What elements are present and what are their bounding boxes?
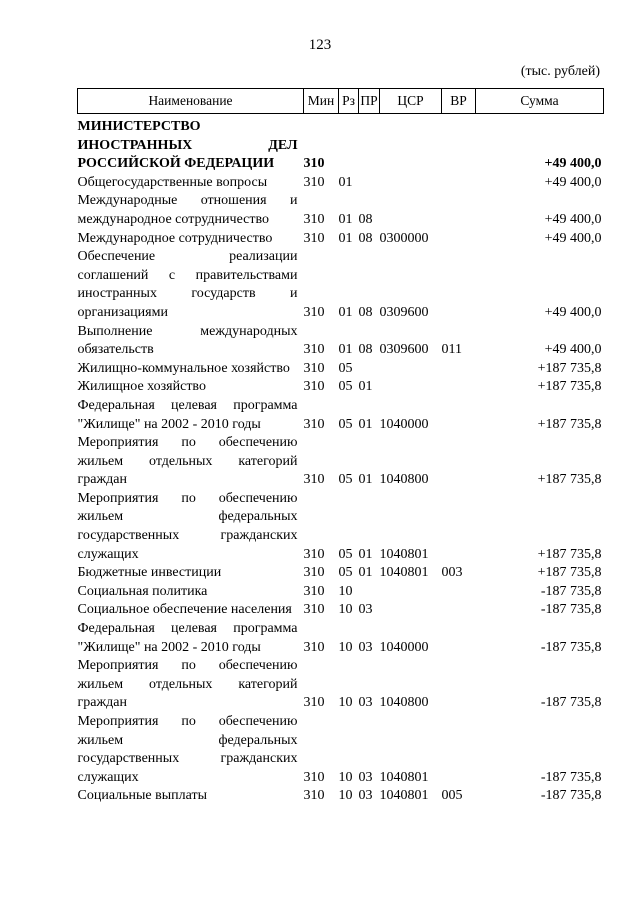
cell-vr bbox=[442, 601, 476, 620]
cell-name: Обеспечение реализации соглашений с правительствами иностранных государств и организациями bbox=[77, 249, 298, 320]
cell-sum: -187 735,8 bbox=[540, 602, 602, 618]
cell-csr: 0300000 bbox=[379, 230, 429, 246]
cell-rz: 05 bbox=[338, 472, 353, 488]
table-row bbox=[78, 564, 604, 583]
header-vr: ВР bbox=[442, 89, 476, 114]
cell-name: Жилищное хозяйство bbox=[77, 379, 206, 395]
cell-name: Мероприятия по обеспечению жильем федеральных государственных гражданских служащих bbox=[77, 490, 298, 562]
cell-csr: 1040000 bbox=[379, 416, 429, 432]
cell-pr: 08 bbox=[358, 211, 373, 227]
table-row bbox=[78, 490, 604, 564]
cell-vr bbox=[442, 397, 476, 434]
cell-name: Мероприятия по обеспечению жильем федеральных государственных гражданских служащих bbox=[77, 714, 298, 785]
cell-pr: 03 bbox=[358, 788, 373, 804]
header-min: Мин bbox=[304, 89, 339, 114]
cell-sum: +49 400,0 bbox=[544, 342, 602, 358]
cell-pr: 03 bbox=[358, 695, 373, 711]
cell-sum: +49 400,0 bbox=[544, 230, 602, 246]
cell-rz: 05 bbox=[338, 416, 353, 432]
cell-name: Социальные выплаты bbox=[77, 788, 208, 804]
table-header-row bbox=[78, 89, 604, 114]
header-name: Наименование bbox=[78, 89, 304, 114]
cell-sum: +49 400,0 bbox=[544, 174, 602, 190]
table-row bbox=[78, 323, 604, 360]
cell-vr bbox=[442, 713, 476, 787]
cell-min: 310 bbox=[303, 360, 325, 376]
cell-csr: 1040800 bbox=[379, 695, 429, 711]
cell-min: 310 bbox=[303, 379, 325, 395]
cell-pr: 01 bbox=[358, 379, 373, 395]
cell-min: 310 bbox=[303, 639, 325, 655]
cell-name: Мероприятия по обеспечению жильем отдельных категорий граждан bbox=[77, 435, 298, 488]
cell-pr: 03 bbox=[358, 602, 373, 618]
cell-csr bbox=[380, 360, 442, 379]
cell-csr bbox=[380, 192, 442, 229]
cell-pr bbox=[359, 360, 380, 379]
cell-rz: 10 bbox=[338, 583, 353, 599]
table-row bbox=[78, 787, 604, 806]
cell-min: 310 bbox=[303, 565, 325, 581]
table-row bbox=[78, 601, 604, 620]
cell-sum: -187 735,8 bbox=[540, 788, 602, 804]
cell-min: 310 bbox=[303, 583, 325, 599]
cell-vr bbox=[442, 360, 476, 379]
cell-vr bbox=[442, 490, 476, 564]
cell-sum: +187 735,8 bbox=[537, 360, 602, 376]
cell-min: 310 bbox=[303, 156, 325, 172]
cell-name: Международные отношения и международное сотрудничество bbox=[77, 193, 298, 227]
cell-sum: +187 735,8 bbox=[537, 546, 602, 562]
cell-vr bbox=[442, 620, 476, 657]
cell-name: Выполнение международных обязательств bbox=[77, 323, 298, 358]
table-row bbox=[78, 713, 604, 787]
cell-min: 310 bbox=[303, 342, 325, 358]
cell-pr: 01 bbox=[358, 472, 373, 488]
cell-pr: 03 bbox=[358, 639, 373, 655]
cell-vr bbox=[442, 174, 476, 193]
cell-rz: 10 bbox=[338, 769, 353, 785]
cell-rz: 10 bbox=[338, 695, 353, 711]
cell-sum: +187 735,8 bbox=[537, 472, 602, 488]
cell-pr: 01 bbox=[358, 416, 373, 432]
cell-csr bbox=[380, 114, 442, 174]
cell-pr: 01 bbox=[358, 546, 373, 562]
cell-name: Общегосударственные вопросы bbox=[77, 174, 268, 190]
cell-min: 310 bbox=[303, 416, 325, 432]
cell-sum: +187 735,8 bbox=[537, 565, 602, 581]
header-pr: ПР bbox=[359, 89, 380, 114]
cell-pr: 08 bbox=[358, 304, 373, 320]
cell-min: 310 bbox=[303, 304, 325, 320]
units-label: (тыс. рублей) bbox=[520, 64, 600, 79]
cell-csr: 1040801 bbox=[379, 769, 429, 785]
cell-vr bbox=[442, 583, 476, 602]
cell-csr: 1040801 bbox=[379, 565, 429, 581]
cell-pr: 08 bbox=[358, 342, 373, 358]
cell-csr: 1040801 bbox=[379, 546, 429, 562]
cell-vr bbox=[442, 248, 476, 322]
cell-vr: 003 bbox=[441, 565, 463, 581]
cell-pr: 03 bbox=[358, 769, 373, 785]
cell-sum: +187 735,8 bbox=[537, 379, 602, 395]
table-row bbox=[78, 583, 604, 602]
header-rz: Рз bbox=[339, 89, 359, 114]
cell-csr bbox=[380, 601, 442, 620]
cell-sum: -187 735,8 bbox=[540, 769, 602, 785]
table-row bbox=[78, 620, 604, 657]
cell-rz: 01 bbox=[338, 230, 353, 246]
cell-rz bbox=[339, 114, 359, 174]
cell-name: Социальная политика bbox=[77, 583, 208, 599]
cell-pr: 01 bbox=[358, 565, 373, 581]
table-row bbox=[78, 174, 604, 193]
header-csr: ЦСР bbox=[380, 89, 442, 114]
cell-name: Международное сотрудничество bbox=[77, 230, 273, 246]
cell-name: Федеральная целевая программа "Жилище" на 2002 - 2010 годы bbox=[77, 397, 298, 432]
table-row bbox=[78, 378, 604, 397]
table-row bbox=[78, 360, 604, 379]
cell-min: 310 bbox=[303, 546, 325, 562]
cell-min: 310 bbox=[303, 211, 325, 227]
page-number: 123 bbox=[308, 37, 332, 53]
cell-name: Бюджетные инвестиции bbox=[77, 565, 222, 581]
table-row bbox=[78, 114, 604, 174]
cell-rz: 10 bbox=[338, 788, 353, 804]
cell-pr bbox=[359, 583, 380, 602]
cell-min: 310 bbox=[303, 602, 325, 618]
cell-min: 310 bbox=[303, 230, 325, 246]
cell-sum: +187 735,8 bbox=[537, 416, 602, 432]
cell-vr bbox=[442, 378, 476, 397]
cell-csr: 1040000 bbox=[379, 639, 429, 655]
cell-csr bbox=[380, 174, 442, 193]
cell-vr bbox=[442, 434, 476, 490]
cell-sum: -187 735,8 bbox=[540, 695, 602, 711]
cell-min: 310 bbox=[303, 769, 325, 785]
cell-name: МИНИСТЕРСТВО ИНОСТРАННЫХ ДЕЛ РОССИЙСКОЙ ФЕДЕРАЦИИ bbox=[77, 119, 298, 172]
budget-table bbox=[77, 88, 604, 806]
cell-csr bbox=[380, 378, 442, 397]
table-row bbox=[78, 397, 604, 434]
cell-pr bbox=[359, 174, 380, 193]
cell-csr: 1040800 bbox=[379, 472, 429, 488]
cell-csr: 0309600 bbox=[379, 304, 429, 320]
cell-pr bbox=[359, 114, 380, 174]
cell-vr: 011 bbox=[441, 342, 462, 358]
cell-sum: +49 400,0 bbox=[544, 156, 602, 172]
cell-name: Федеральная целевая программа "Жилище" на 2002 - 2010 годы bbox=[77, 621, 298, 655]
table-row bbox=[78, 657, 604, 713]
cell-vr bbox=[442, 114, 476, 174]
table-row bbox=[78, 248, 604, 322]
header-sum: Сумма bbox=[476, 89, 604, 114]
cell-name: Жилищно-коммунальное хозяйство bbox=[77, 360, 290, 376]
cell-rz: 10 bbox=[338, 602, 353, 618]
table-row bbox=[78, 230, 604, 249]
table-body bbox=[78, 114, 604, 806]
cell-name: Социальное обеспечение населения bbox=[77, 602, 292, 618]
cell-sum: +49 400,0 bbox=[544, 304, 602, 320]
cell-vr bbox=[442, 657, 476, 713]
cell-rz: 01 bbox=[338, 211, 353, 227]
cell-csr bbox=[380, 583, 442, 602]
cell-csr: 0309600 bbox=[379, 342, 429, 358]
cell-rz: 10 bbox=[338, 639, 353, 655]
cell-rz: 05 bbox=[338, 546, 353, 562]
table-row bbox=[78, 434, 604, 490]
cell-vr bbox=[442, 192, 476, 229]
cell-rz: 01 bbox=[338, 342, 353, 358]
cell-rz: 05 bbox=[338, 379, 353, 395]
table-row bbox=[78, 192, 604, 229]
cell-name: Мероприятия по обеспечению жильем отдельных категорий граждан bbox=[77, 658, 298, 711]
cell-min: 310 bbox=[303, 788, 325, 804]
cell-rz: 01 bbox=[338, 174, 353, 190]
cell-sum: -187 735,8 bbox=[540, 583, 602, 599]
cell-sum: -187 735,8 bbox=[540, 639, 602, 655]
cell-rz: 05 bbox=[338, 360, 353, 376]
cell-rz: 05 bbox=[338, 565, 353, 581]
cell-sum: +49 400,0 bbox=[544, 211, 602, 227]
cell-pr: 08 bbox=[358, 230, 373, 246]
cell-min: 310 bbox=[303, 695, 325, 711]
cell-vr bbox=[442, 230, 476, 249]
cell-min: 310 bbox=[303, 174, 325, 190]
cell-rz: 01 bbox=[338, 304, 353, 320]
cell-min: 310 bbox=[303, 472, 325, 488]
cell-vr: 005 bbox=[441, 788, 463, 804]
cell-csr: 1040801 bbox=[379, 788, 429, 804]
